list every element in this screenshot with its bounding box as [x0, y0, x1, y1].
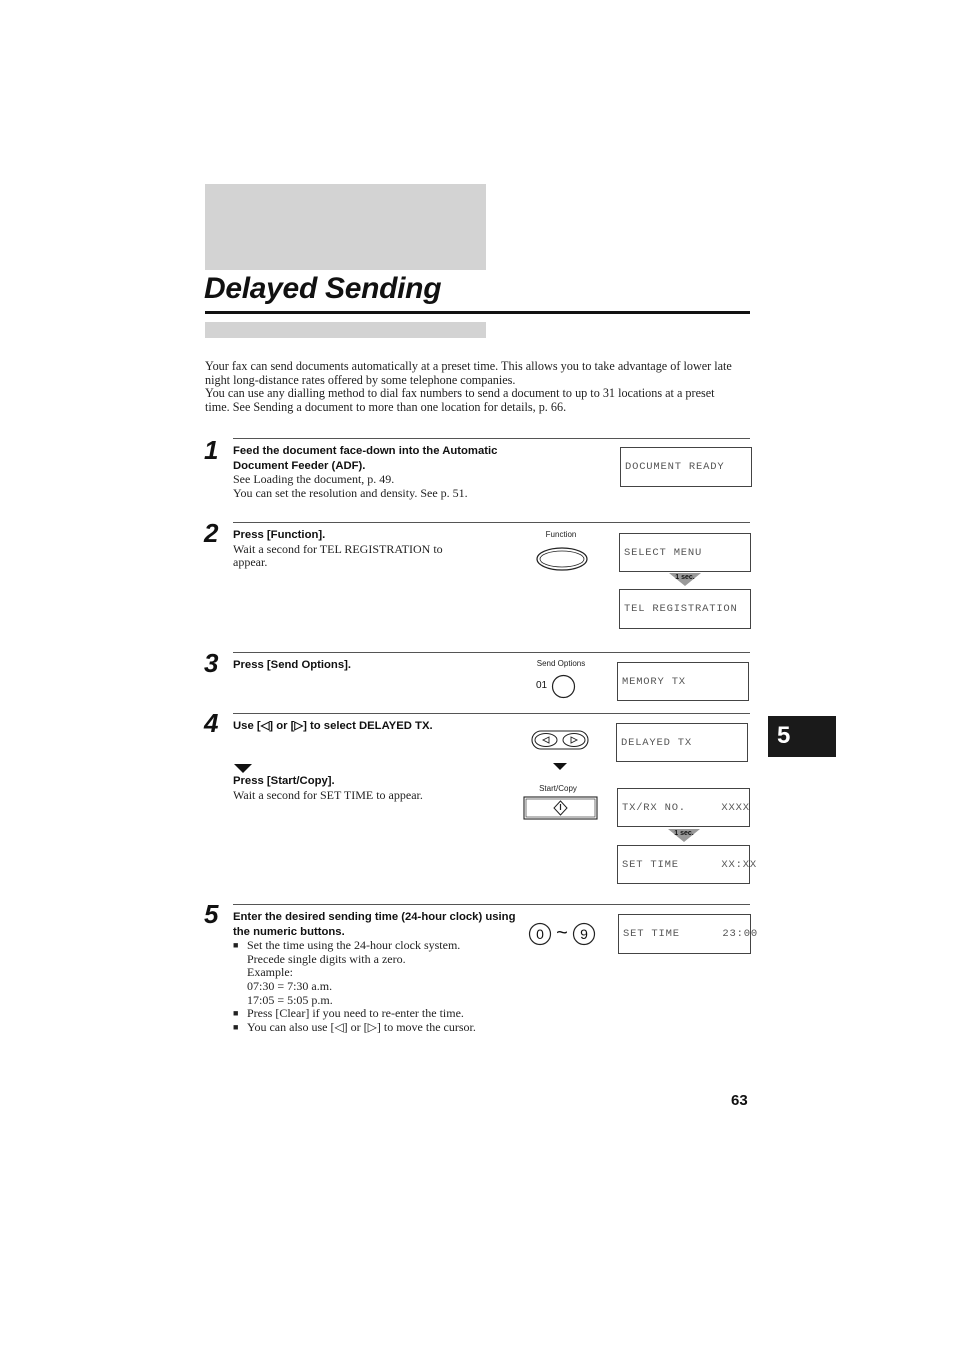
title-rule: [205, 311, 750, 314]
page-title: Delayed Sending: [204, 272, 442, 305]
lcd-display: DELAYED TX: [616, 723, 748, 762]
header-grey-block: [205, 184, 486, 270]
bullet-list: [233, 939, 533, 1034]
step-5-content: [233, 910, 533, 1034]
lcd-display: SELECT MENU: [619, 533, 751, 572]
step-4-content: [233, 774, 513, 802]
step-3-content: [233, 658, 503, 673]
bullet-subline: Precede single digits with a zero.: [247, 951, 406, 966]
bullet-subline: Example:: [247, 965, 293, 980]
step-heading: Press [Send Options].: [233, 659, 352, 671]
intro-paragraph: You can use any dialling method to dial fax numbers to send a document to up to 31 locations at a preset time. See Sending a document to more than one location for details, p. 66.: [205, 386, 715, 414]
step-number: 3: [204, 648, 219, 678]
lcd-display: MEMORY TX: [617, 662, 749, 701]
cursor-buttons[interactable]: [531, 730, 589, 750]
delay-label: 1 sec.: [674, 830, 694, 837]
step-divider: [233, 652, 750, 653]
step-number: 4: [204, 708, 219, 738]
function-button[interactable]: [535, 546, 589, 572]
next-arrow-icon: [234, 764, 252, 773]
lcd-display: DOCUMENT READY: [620, 447, 752, 487]
lcd-display: TX/RX NO. XXXX: [617, 788, 750, 827]
lcd-display: SET TIME XX:XX: [617, 845, 750, 884]
step-line: Wait a second for SET TIME to appear.: [233, 787, 423, 802]
page-number: 63: [731, 1092, 748, 1109]
lcd-display: SET TIME 23:00: [618, 914, 751, 954]
step-line: Wait a second for TEL REGISTRATION to appear.: [233, 541, 443, 570]
step-divider: [233, 438, 750, 439]
start-copy-button[interactable]: [523, 796, 598, 820]
bullet-item: ■ You can also use [◁] or [▷] to move the cursor.: [233, 1021, 533, 1035]
delay-label: 1 sec.: [675, 574, 695, 581]
bullet-subline: 17:05 = 5:05 p.m.: [247, 992, 333, 1007]
numeric-key-0-label: 0: [536, 926, 544, 942]
step-number: 1: [204, 435, 219, 465]
step-heading: Use [◁] or [▷] to select DELAYED TX.: [233, 720, 433, 732]
numeric-keys: [528, 922, 596, 946]
bullet-item: ■ Set the time using the 24-hour clock system. Precede single digits with a zero. Example: 07:30 = 7:30 a.m. 17:05 = 5:05 p.m.: [233, 939, 533, 1007]
start-copy-button-label: Start/Copy: [539, 784, 577, 793]
step-number: 5: [204, 899, 219, 929]
intro-text: [205, 360, 735, 414]
step-4-heading-block: [233, 719, 513, 734]
step-heading: Enter the desired sending time (24-hour clock) using the numeric buttons.: [233, 911, 516, 938]
subtitle-grey-bar: [205, 322, 486, 338]
send-options-number: 01: [536, 680, 548, 691]
step-1-content: [233, 444, 503, 500]
bullet-subline: 07:30 = 7:30 a.m.: [247, 978, 333, 993]
intro-paragraph: Your fax can send documents automatically at a preset time. This allows you to take advantage of lower late night long-distance rates offered by some telephone companies.: [205, 359, 732, 387]
lcd-display: TEL REGISTRATION: [619, 589, 751, 629]
step-divider: [233, 904, 750, 905]
next-arrow-icon: [553, 763, 567, 770]
step-divider: [233, 522, 750, 523]
bullet-item: ■ Press [Clear] if you need to re-enter the time.: [233, 1007, 533, 1021]
step-heading: Press [Start/Copy].: [233, 775, 335, 787]
function-button-label: Function: [545, 530, 577, 539]
step-2-content: [233, 528, 473, 570]
send-options-button-label: Send Options: [536, 659, 586, 668]
numeric-key-9-label: 9: [580, 926, 588, 942]
step-line: See Loading the document, p. 49.: [233, 472, 395, 487]
range-tilde: ~: [556, 922, 568, 944]
chapter-tab: 5: [768, 716, 836, 757]
step-line: You can set the resolution and density. See p. 51.: [233, 485, 468, 500]
step-heading: Press [Function].: [233, 529, 326, 541]
step-heading: Feed the document face-down into the Automatic Document Feeder (ADF).: [233, 445, 498, 472]
step-divider: [233, 713, 750, 714]
step-number: 2: [204, 518, 219, 548]
send-options-button[interactable]: [551, 674, 576, 699]
